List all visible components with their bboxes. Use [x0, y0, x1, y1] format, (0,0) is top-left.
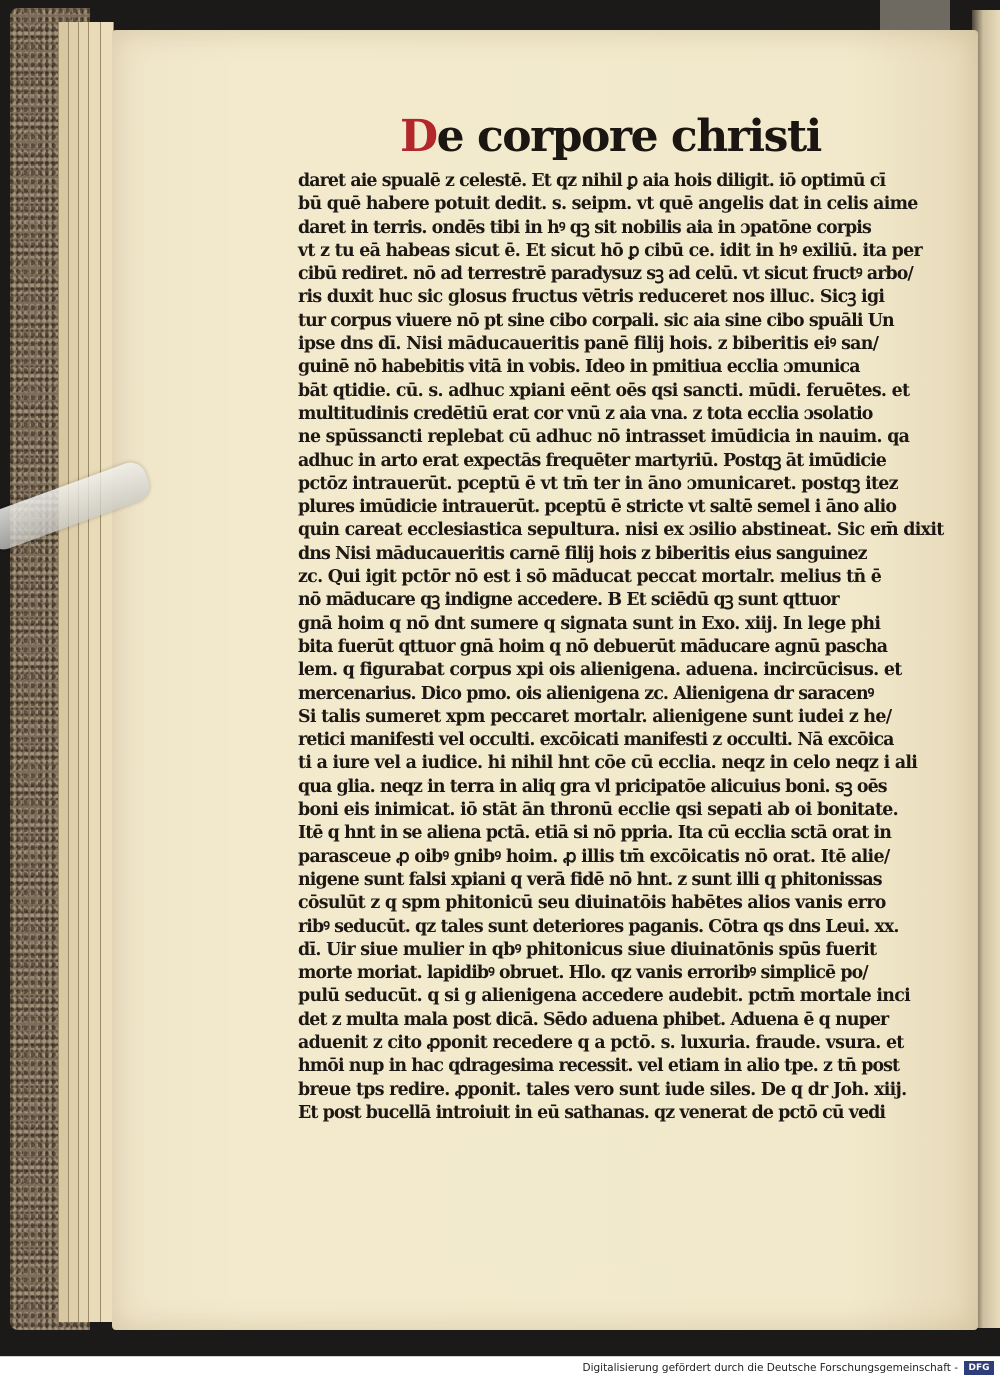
text-line: tur corpus viuere nō pt sine cibo corpali. sic aia sine cibo spuāli Un: [298, 310, 894, 331]
text-line: pulū seducūt. q si g alienigena accedere audebit. pctm̄ mortale inci: [298, 986, 911, 1007]
text-line: ribꝰ seducūt. qz tales sunt deteriores paganis. Cōtra qs dns Leui. xx.: [298, 916, 899, 937]
text-line: daret aie spualē z celestē. Et qz nihil ꝑ aia hois diligit. iō optimū cī: [298, 171, 886, 191]
footer-credit: Digitalisierung gefördert durch die Deutsche Forschungsgemeinschaft -: [582, 1361, 958, 1374]
text-line: gnā hoim q nō dnt sumere q signata sunt in Exo. xiij. In lege phi: [298, 613, 881, 634]
text-line: multitudinis credētiū erat cor vnū z aia vna. z tota ecclia ɔsolatio: [298, 403, 873, 424]
text-line: retici manifesti vel occulti. excōicati manifesti z occulti. Nā excōica: [298, 730, 894, 751]
text-line: vt z tu eā habeas sicut ē. Et sicut hō ꝑ cibū ce. idit in hꝰ exiliū. ita per: [298, 240, 922, 261]
text-line: ti a iure vel a iudice. hi nihil hnt cōe cū ecclia. neqz in celo neqz i ali: [298, 753, 918, 774]
text-line: ne spūssancti replebat cū adhuc nō intrasset imūdicia in nauim. qa: [298, 427, 910, 448]
text-line: nō māducare qꝫ indigne accedere. B Et sciēdū qꝫ sunt qttuor: [298, 590, 839, 611]
text-line: pctōz intrauerūt. pceptū ē vt tm̄ ter in āno ɔmunicaret. postqꝫ itez: [298, 473, 898, 494]
text-line: Et post bucellā introiuit in eū sathanas. qz venerat de pctō cū vedi: [298, 1102, 886, 1123]
text-line: parasceue ꝓ oibꝰ gnibꝰ hoim. ꝓ illis tm̄ excōicatis nō orat. Itē alie/: [298, 846, 890, 867]
text-line: lem. q figurabat corpus xpi ois alienigena. aduena. incircūcisus. et: [298, 660, 902, 681]
text-line: boni eis inimicat. iō stāt ān thronū ecclie qsi sepati ab oi bonitate.: [298, 800, 898, 821]
text-line: plures imūdicie intrauerūt. pceptū ē stricte vt saltē semel i āno alio: [298, 497, 897, 518]
text-line: dns Nisi māducaueritis carnē filij hois z biberitis eius sanguinez: [298, 543, 867, 564]
text-line: morte moriat. lapidibꝰ obruet. Hlo. qz vanis erroribꝰ simplicē po/: [298, 963, 868, 984]
title-dropcap: D: [400, 111, 437, 162]
text-line: nigene sunt falsi xpiani q verā fidē nō hnt. z sunt illi q phitonissas: [298, 869, 882, 890]
text-line: quin careat ecclesiastica sepultura. nisi ex ɔsilio abstineat. Sic em̄ dixit: [298, 520, 944, 541]
text-line: dī. Uir siue mulier in qbꝰ phitonicus siue diuinatōnis spūs fuerit: [298, 939, 877, 960]
title-text: e corpore christi: [436, 111, 821, 162]
text-line: ipse dns dī. Nisi māducaueritis panē filij hois. z biberitis eiꝰ san/: [298, 334, 879, 355]
text-line: cibū rediret. nō ad terrestrē paradysuz sꝫ ad celū. vt sicut fructꝰ arbo/: [298, 264, 913, 285]
text-line: det z multa mala post dicā. Sēdo aduena phibet. Aduena ē q nuper: [298, 1009, 889, 1030]
dfg-logo: DFG: [964, 1361, 994, 1375]
page-title: [400, 111, 821, 162]
text-line: Itē q hnt in se aliena pctā. etiā si nō ppria. Ita cū ecclia sctā orat in: [298, 823, 891, 844]
text-line: qua glia. neqz in terra in aliq gra vl pricipatōe alicuius boni. sꝫ oēs: [298, 776, 887, 797]
text-line: ris duxit huc sic glosus fructus vētris reduceret nos illuc. Sicꝫ igi: [298, 287, 885, 308]
text-line: aduenit z cito ꝓponit recedere q a pctō. s. luxuria. fraude. vsura. et: [298, 1032, 904, 1053]
text-line: Si talis sumeret xpm peccaret mortalr. alienigene sunt iudei z he/: [298, 706, 892, 727]
text-line: bita fuerūt qttuor gnā hoim q nō debuerūt māducare agnū pascha: [298, 636, 888, 657]
text-line: hmōi nup in hac qdragesima recessit. vel etiam in alio tpe. z tn̄ post: [298, 1056, 900, 1077]
text-line: guinē nō habebitis vitā in vobis. Ideo in pmitiua ecclia ɔmunica: [298, 357, 860, 378]
text-line: cōsulūt z q spm phitonicū seu diuinatōis habētes alios vanis erro: [298, 893, 886, 914]
text-column: [298, 170, 944, 1125]
footer-bar: [0, 1356, 1000, 1378]
text-line: zc. Qui igit pctōr nō est i sō māducat peccat mortalr. melius tn̄ ē: [298, 567, 882, 588]
text-line: adhuc in arto erat expectās frequēter martyriū. Postqꝫ āt imūdicie: [298, 450, 886, 471]
text-line: mercenarius. Dico pmo. ois alienigena zc. Alienigena dr saracenꝰ: [298, 683, 874, 704]
text-line: bū quē habere potuit dedit. s. seipm. vt quē angelis dat in celis aime: [298, 194, 918, 215]
text-line: breue tps redire. ꝓponit. tales vero sunt iude siles. De q dr Joh. xiij.: [298, 1079, 907, 1100]
text-line: daret in terris. ondēs tibi in hꝰ qꝫ sit nobilis aia in ɔpatōne corpis: [298, 217, 871, 238]
text-line: bāt qtidie. cū. s. adhuc xpiani eēnt oēs qsi sancti. mūdi. feruētes. et: [298, 380, 910, 401]
